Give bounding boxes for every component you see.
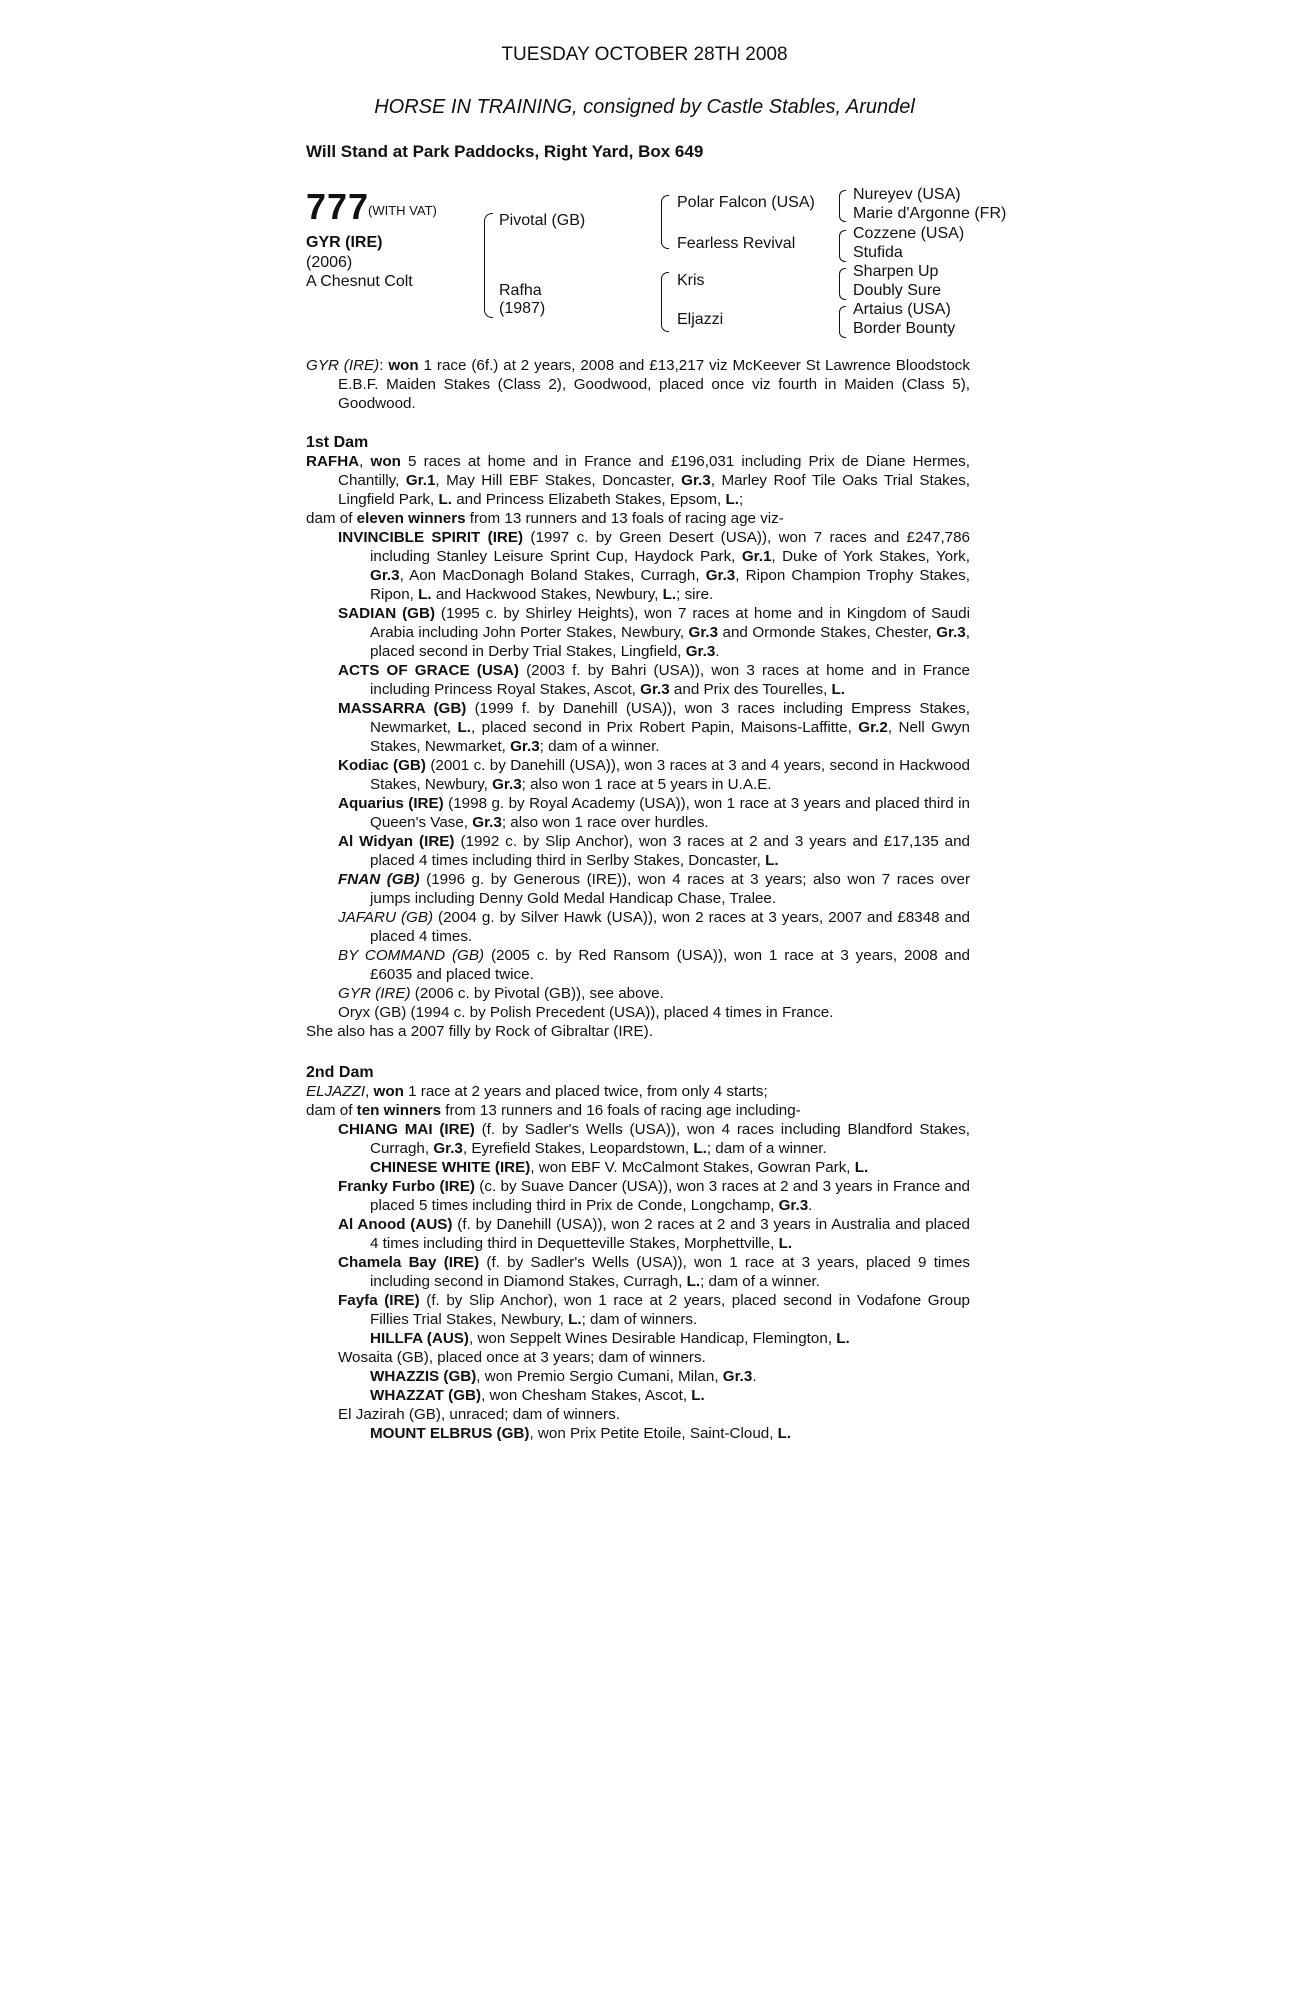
produce-entry: JAFARU (GB) (2004 g. by Silver Hawk (USA)), won 2 races at 3 years, 2007 and £8348 and placed 4 times. (338, 909, 970, 945)
produce-entry: Al Widyan (IRE) (1992 c. by Slip Anchor), won 3 races at 2 and 3 years and £17,135 and placed 4 times including third in Serlby Stakes, Doncaster, L. (338, 833, 971, 869)
pedigree-g2: Marie d'Argonne (FR) (853, 205, 1007, 222)
pedigree-brace (839, 306, 846, 338)
pedigree-g1: Nureyev (USA) (853, 186, 961, 203)
sale-date: TUESDAY OCTOBER 28TH 2008 (501, 44, 788, 65)
horse-year: (2006) (306, 254, 353, 271)
second-dam-produce-summary: dam of ten winners from 13 runners and 16 foals of racing age including- (306, 1102, 801, 1119)
produce-entry: Kodiac (GB) (2001 c. by Danehill (USA)), won 3 races at 3 and 4 years, second in Hackwood Stakes, Newbury, Gr.3; also won 1 race at 5 years in U.A.E. (338, 757, 970, 793)
pedigree-dam: Rafha (499, 282, 542, 299)
produce-entry: Wosaita (GB), placed once at 3 years; dam of winners. (338, 1349, 706, 1366)
pedigree-sire: Pivotal (GB) (499, 212, 586, 229)
produce-entry: GYR (IRE) (2006 c. by Pivotal (GB)), see above. (338, 985, 664, 1002)
pedigree-brace (839, 230, 846, 262)
produce-entry: Aquarius (IRE) (1998 g. by Royal Academy (USA)), won 1 race at 3 years and placed third in Queen's Vase, Gr.3; also won 1 race over hurdles. (338, 795, 970, 831)
produce-entry: WHAZZIS (GB), won Premio Sergio Cumani, Milan, Gr.3. (370, 1368, 757, 1385)
first-dam-record: RAFHA, won 5 races at home and in France and £196,031 including Prix de Diane Hermes, Chantilly, Gr.1, May Hill EBF Stakes, Doncaster, Gr.3, Marley Roof Tile Oaks Trial Stakes, Lingfield Park, L. and Princess Elizabeth Stakes, Epsom, L.; (306, 453, 971, 508)
pedigree-g4: Stufida (853, 244, 903, 261)
pedigree-g6: Doubly Sure (853, 282, 942, 299)
consignor-line: HORSE IN TRAINING, consigned by Castle Stables, Arundel (374, 96, 915, 118)
produce-entry: CHIANG MAI (IRE) (f. by Sadler's Wells (USA)), won 4 races including Blandford Stakes, Curragh, Gr.3, Eyrefield Stakes, Leopardstown, L.; dam of a winner. (338, 1121, 971, 1157)
pedigree-g7: Artaius (USA) (853, 301, 951, 318)
produce-entry: CHINESE WHITE (IRE), won EBF V. McCalmont Stakes, Gowran Park, L. (370, 1159, 869, 1176)
produce-entry: El Jazirah (GB), unraced; dam of winners. (338, 1406, 620, 1423)
pedigree-g3: Cozzene (USA) (853, 225, 965, 242)
pedigree-brace (661, 272, 669, 332)
first-dam-heading: 1st Dam (306, 434, 369, 451)
pedigree-dam-sire: Kris (677, 272, 705, 289)
pedigree-brace (839, 268, 846, 300)
produce-entry: WHAZZAT (GB), won Chesham Stakes, Ascot, L. (370, 1387, 705, 1404)
produce-entry: MOUNT ELBRUS (GB), won Prix Petite Etoile, Saint-Cloud, L. (370, 1425, 792, 1442)
pedigree-dam-year: (1987) (499, 300, 546, 317)
produce-entry: MASSARRA (GB) (1999 f. by Danehill (USA)), won 3 races including Empress Stakes, Newmarket, L., placed second in Prix Robert Papin, Maisons-Laffitte, Gr.2, Nell Gwyn Stakes, Newmarket, Gr.3; dam of a winner. (338, 700, 970, 755)
vat-note: (WITH VAT) (368, 203, 437, 218)
pedigree-brace (484, 213, 493, 318)
pedigree-sire-dam: Fearless Revival (677, 235, 796, 252)
produce-entry: Al Anood (AUS) (f. by Danehill (USA)), won 2 races at 2 and 3 years in Australia and placed 4 times including third in Dequetteville Stakes, Morphettville, L. (338, 1216, 970, 1252)
produce-entry: HILLFA (AUS), won Seppelt Wines Desirable Handicap, Flemington, L. (370, 1330, 850, 1347)
lot-number: 777 (306, 186, 370, 227)
produce-entry: Franky Furbo (IRE) (c. by Suave Dancer (USA)), won 3 races at 2 and 3 years in France and placed 5 times including third in Prix de Conde, Longchamp, Gr.3. (338, 1178, 970, 1214)
catalogue-body (306, 356, 970, 1443)
pedigree-g5: Sharpen Up (853, 263, 939, 280)
race-record: GYR (IRE): won 1 race (6f.) at 2 years, 2008 and £13,217 viz McKeever St Lawrence Bloodstock E.B.F. Maiden Stakes (Class 2), Goodwood, placed once viz fourth in Maiden (Class 5), Goodwood. (306, 357, 970, 412)
produce-entry: FNAN (GB) (1996 g. by Generous (IRE)), won 4 races at 3 years; also won 7 races over jumps including Denny Gold Medal Handicap Chase, Tralee. (338, 871, 970, 907)
produce-entry: ACTS OF GRACE (USA) (2003 f. by Bahri (USA)), won 3 races at home and in France including Princess Royal Stakes, Ascot, Gr.3 and Prix des Tourelles, L. (338, 662, 970, 698)
stand-location: Will Stand at Park Paddocks, Right Yard, Box 649 (306, 142, 704, 161)
produce-entry: BY COMMAND (GB) (2005 c. by Red Ransom (USA)), won 1 race at 3 years, 2008 and £6035 and placed twice. (338, 947, 970, 983)
pedigree-sire-sire: Polar Falcon (USA) (677, 194, 815, 211)
produce-note: She also has a 2007 filly by Rock of Gibraltar (IRE). (306, 1023, 653, 1040)
pedigree-dam-dam: Eljazzi (677, 311, 724, 328)
produce-entry: SADIAN (GB) (1995 c. by Shirley Heights), won 7 races at home and in Kingdom of Saudi Arabia including John Porter Stakes, Newbury, Gr.3 and Ormonde Stakes, Chester, Gr.3, placed second in Derby Trial Stakes, Lingfield, Gr.3. (338, 605, 970, 660)
produce-entry: Chamela Bay (IRE) (f. by Sadler's Wells (USA)), won 1 race at 3 years, placed 9 times including second in Diamond Stakes, Curragh, L.; dam of a winner. (338, 1254, 970, 1290)
pedigree-brace (839, 190, 846, 222)
pedigree-g8: Border Bounty (853, 320, 956, 337)
horse-description: A Chesnut Colt (306, 273, 413, 290)
produce-entry: Fayfa (IRE) (f. by Slip Anchor), won 1 race at 2 years, placed second in Vodafone Group Fillies Trial Stakes, Newbury, L.; dam of winners. (338, 1292, 970, 1328)
first-dam-produce-summary: dam of eleven winners from 13 runners and 13 foals of racing age viz- (306, 510, 784, 527)
second-dam-heading: 2nd Dam (306, 1064, 374, 1081)
produce-entry: Oryx (GB) (1994 c. by Polish Precedent (USA)), placed 4 times in France. (338, 1004, 834, 1021)
second-dam-record: ELJAZZI, won 1 race at 2 years and placed twice, from only 4 starts; (306, 1083, 768, 1100)
produce-entry: INVINCIBLE SPIRIT (IRE) (1997 c. by Green Desert (USA)), won 7 races and £247,786 including Stanley Leisure Sprint Cup, Haydock Park, Gr.1, Duke of York Stakes, York, Gr.3, Aon MacDonagh Boland Stakes, Curragh, Gr.3, Ripon Champion Trophy Stakes, Ripon, L. and Hackwood Stakes, Newbury, L.; sire. (338, 529, 970, 603)
pedigree-brace (661, 195, 669, 249)
horse-name: GYR (IRE) (306, 234, 383, 251)
